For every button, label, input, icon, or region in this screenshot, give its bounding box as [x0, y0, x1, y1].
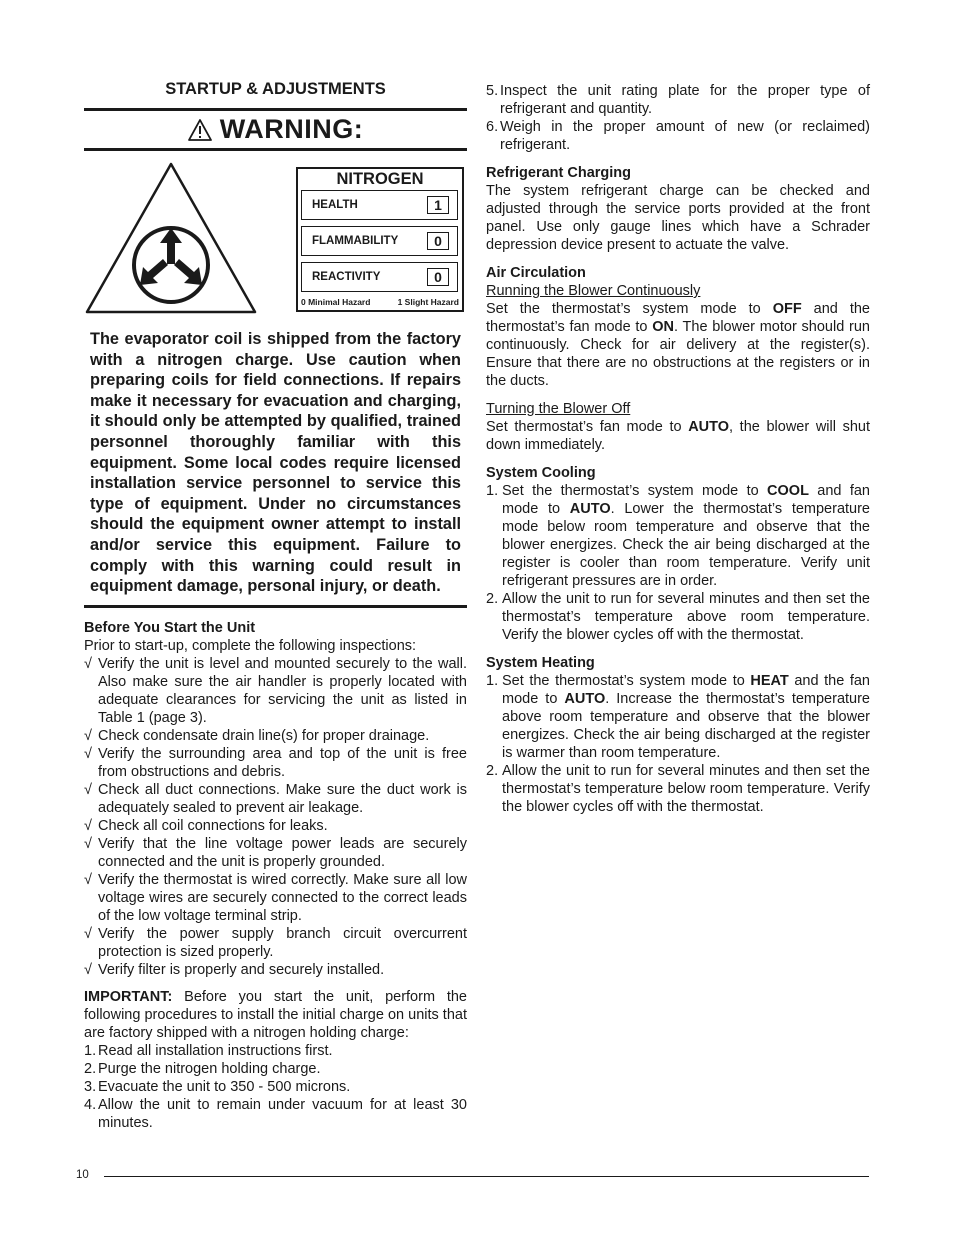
- checklist-item: √ Verify that the line voltage power leads are securely connected and the unit is properly grounded.: [84, 835, 467, 870]
- nfpa-value: 0: [427, 232, 449, 250]
- warning-triangle-icon: [188, 119, 212, 141]
- page-number: 10: [76, 1169, 89, 1181]
- step-item: 5. Inspect the unit rating plate for the proper type of refrigerant and quantity.: [486, 83, 870, 117]
- refrigerant-charging-text: The system refrigerant charge can be checked and adjusted through the service ports provided at the front panel. Use only gauge lines which have a Schrader depression device present to actuate the valve.: [486, 183, 870, 253]
- check-mark-icon: √: [84, 745, 92, 762]
- warning-body-text: The evaporator coil is shipped from the factory with a nitrogen charge. Use caution when preparing coils for field connections. If repairs make it necessary for evacuation and charging, it should only be attempted by qualified, trained personnel thoroughly familiar with this equipment. Some local codes require licensed installation service personnel to service this type of equipment. Under no circumstances should the equipment owner attempt to install and/or service this equipment. Failure to comply with this warning could result in equipment damage, personal injury, or death.: [90, 330, 461, 596]
- check-mark-icon: √: [84, 727, 92, 744]
- left-column: [84, 80, 467, 1132]
- checklist-item: √ Check all coil connections for leaks.: [84, 817, 328, 834]
- important-steps-continued: [486, 82, 870, 154]
- check-mark-icon: √: [84, 655, 92, 672]
- nfpa-legend-slight: 1 Slight Hazard: [397, 297, 459, 307]
- nfpa-value: 1: [427, 196, 449, 214]
- air-circulation-heading: Air Circulation: [486, 265, 586, 281]
- section-title: STARTUP & ADJUSTMENTS: [165, 80, 386, 98]
- before-start-intro: Prior to start-up, complete the following inspections:: [84, 637, 417, 654]
- checklist-item: √ Check all duct connections. Make sure the duct work is adequately sealed to prevent air leakage.: [84, 781, 467, 816]
- nfpa-nitrogen-panel: [296, 167, 464, 312]
- nfpa-value: 0: [427, 268, 449, 286]
- refrigerant-charging-section: [486, 164, 870, 254]
- check-mark-icon: √: [84, 925, 92, 942]
- step-item: 2. Allow the unit to run for several minutes and then set the thermostat’s temperature above room temperature. Verify the blower cycles off with the thermostat.: [486, 591, 870, 643]
- checklist-item: √ Verify the thermostat is wired correctly. Make sure all low voltage wires are securely connected to the correct leads of the low voltage terminal strip.: [84, 871, 467, 924]
- blower-continuous-text: Set the thermostat’s system mode to OFF and the thermostat’s fan mode to ON. The blower motor should run continuously. Check for air delivery at the register(s). Ensure that there are no obstructions at the registers or in the ducts.: [486, 301, 870, 389]
- system-heating-section: [486, 654, 870, 816]
- step-item: 3. Evacuate the unit to 350 - 500 microns.: [84, 1078, 351, 1095]
- checklist-item: √ Verify the unit is level and mounted securely to the wall. Also make sure the air handler is properly located with adequate clearances for servicing the unit as listed in Table 1 (page 3).: [84, 655, 467, 726]
- system-cooling-heading: System Cooling: [486, 465, 596, 481]
- nfpa-label: FLAMMABILITY: [312, 235, 399, 247]
- step-item: 1. Set the thermostat’s system mode to HEAT and the fan mode to AUTO. Increase the thermostat’s temperature above room temperature and observe that the blower energizes. Check the air being discharged at the register is warmer than room temperature.: [486, 673, 870, 761]
- checklist-item: √ Verify the surrounding area and top of the unit is free from obstructions and debris.: [84, 745, 467, 780]
- nfpa-title: NITROGEN: [336, 170, 424, 188]
- air-circulation-section: [486, 264, 870, 454]
- warning-title: WARNING:: [219, 114, 364, 144]
- blower-continuous-subheading: Running the Blower Continuously: [486, 283, 701, 299]
- nfpa-label: HEALTH: [312, 199, 358, 211]
- check-mark-icon: √: [84, 961, 92, 978]
- footer-rule: [104, 1176, 869, 1177]
- nfpa-legend-minimal: 0 Minimal Hazard: [301, 297, 371, 307]
- pressurized-gas-triangle-icon: [84, 161, 258, 315]
- nfpa-row-reactivity: [301, 262, 458, 292]
- step-item: 2. Allow the unit to run for several minutes and then set the thermostat’s temperature below room temperature. Verify the blower cycles off with the thermostat.: [486, 763, 870, 815]
- blower-off-subheading: Turning the Blower Off: [486, 401, 631, 417]
- heating-steps: [486, 672, 870, 816]
- inspection-checklist: [84, 655, 467, 979]
- important-steps: [84, 1042, 467, 1132]
- check-mark-icon: √: [84, 817, 92, 834]
- check-mark-icon: √: [84, 871, 92, 888]
- system-heating-heading: System Heating: [486, 655, 595, 671]
- nfpa-row-flammability: [301, 226, 458, 256]
- step-item: 1. Set the thermostat’s system mode to COOL and fan mode to AUTO. Lower the thermostat’s temperature mode below room temperature and observe that the blower energizes. Check the air being discharged at the register is cooler than room temperature. Verify unit refrigerant pressures are in order.: [486, 483, 870, 589]
- refrigerant-charging-heading: Refrigerant Charging: [486, 165, 632, 181]
- important-paragraph: IMPORTANT: Before you start the unit, perform the following procedures to install the initial charge on units that are factory shipped with a nitrogen holding charge:: [84, 988, 467, 1041]
- right-column: [486, 82, 870, 816]
- checklist-item: √ Verify filter is properly and securely installed.: [84, 961, 385, 978]
- system-cooling-section: [486, 464, 870, 644]
- important-section: [84, 988, 467, 1132]
- step-item: 1. Read all installation instructions first.: [84, 1042, 333, 1059]
- cooling-steps: [486, 482, 870, 644]
- step-item: 2. Purge the nitrogen holding charge.: [84, 1060, 321, 1077]
- hazard-graphics: [84, 161, 467, 319]
- warning-header: [84, 111, 467, 148]
- check-mark-icon: √: [84, 781, 92, 798]
- checklist-item: √ Verify the power supply branch circuit overcurrent protection is sized properly.: [84, 925, 467, 960]
- warning-bottom-rule: [84, 605, 467, 608]
- check-mark-icon: √: [84, 835, 92, 852]
- step-item: 6. Weigh in the proper amount of new (or reclaimed) refrigerant.: [486, 119, 870, 153]
- warning-title-rule: [84, 148, 467, 151]
- step-item: 4. Allow the unit to remain under vacuum for at least 30 minutes.: [84, 1096, 467, 1131]
- before-start-heading: Before You Start the Unit: [84, 619, 256, 636]
- nfpa-row-health: [301, 190, 458, 220]
- before-start-section: [84, 619, 467, 979]
- checklist-item: √ Check condensate drain line(s) for proper drainage.: [84, 727, 430, 744]
- nfpa-label: REACTIVITY: [312, 271, 381, 283]
- important-label: IMPORTANT:: [84, 988, 173, 1005]
- nfpa-legend: [301, 297, 459, 307]
- blower-off-text: Set thermostat’s fan mode to AUTO, the blower will shut down immediately.: [486, 419, 871, 453]
